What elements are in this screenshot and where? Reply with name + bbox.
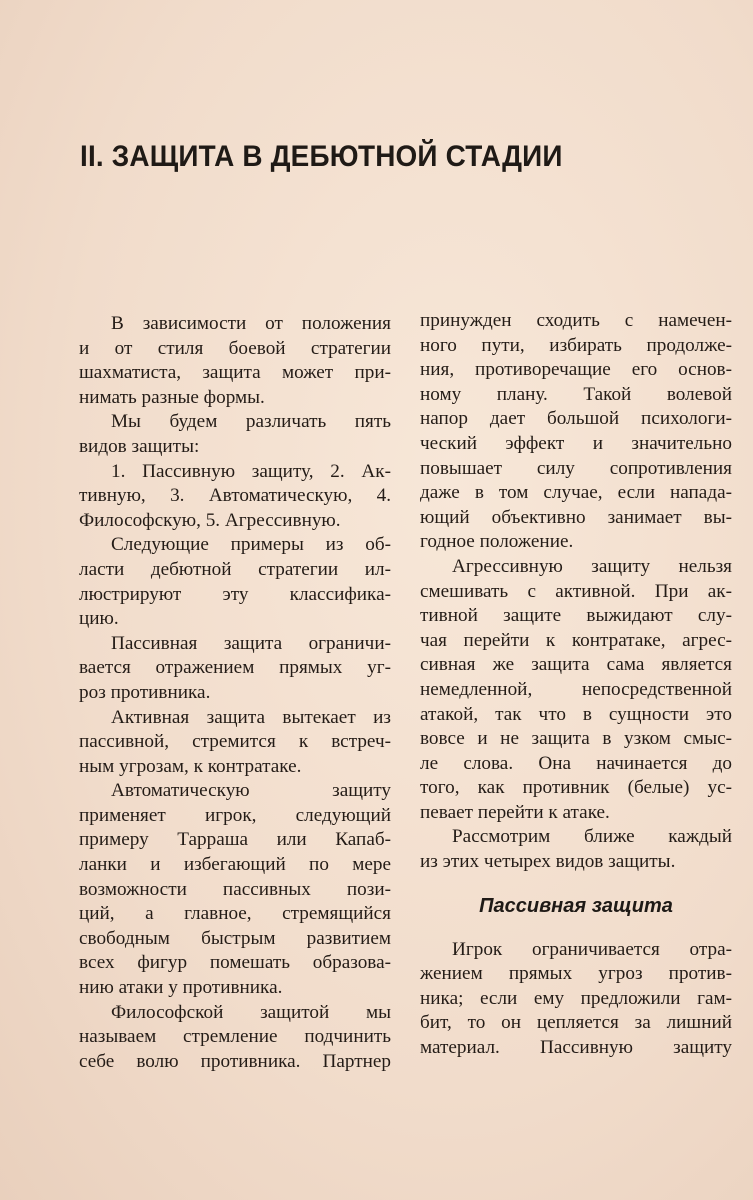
text-line: и от стиля боевой стратегии [79,337,391,359]
left-column [79,312,391,1074]
text-line: годное положение. [420,531,574,553]
text-line: ного пути, избирать продолже- [420,334,732,356]
text-line: люстрируют эту классифика- [79,583,391,605]
text-line: смешивать с активной. При ак- [420,580,732,602]
right-column [420,309,732,1061]
text-line: даже в том случае, если напада- [420,482,732,504]
text-line: ника; если ему предложили гам- [420,987,732,1009]
section-heading: Пассивная защита [479,894,673,917]
text-line: роз противника. [79,681,211,703]
text-line: нимать разные формы. [79,386,265,408]
text-line: ния, противоречащие его основ- [420,359,732,381]
text-line: ческий эффект и значительно [420,432,732,454]
text-line: вается отражением прямых уг- [79,657,391,679]
chapter-title: II. ЗАЩИТА В ДЕБЮТНОЙ СТАДИИ [80,140,563,173]
text-line: сивная же защита сама является [420,654,732,676]
text-line: нию атаки у противника. [79,977,283,999]
text-line: Рассмотрим ближе каждый [452,826,732,848]
text-line: возможности пассивных пози- [79,878,391,900]
text-line: цию. [79,608,119,630]
text-line: пассивной, стремится к встреч- [79,731,391,753]
text-line: того, как противник (белые) ус- [420,777,732,799]
text-line: шахматиста, защита может при- [79,362,391,384]
text-line: чая перейти к контратаке, агрес- [420,629,732,651]
text-line: видов защиты: [79,435,200,457]
text-line: из этих четырех видов защиты. [420,851,676,873]
right-column-bottom [420,938,732,1061]
text-line: примеру Тарраша или Капаб- [79,829,391,851]
text-line: напор дает большой психологи- [420,408,732,430]
text-line: повышает силу сопротивления [420,457,732,479]
text-line: себе волю противника. Партнер [79,1050,391,1072]
text-line: певает перейти к атаке. [420,801,610,823]
text-line: материал. Пассивную защиту [420,1037,732,1059]
text-line: тивной защите выжидают слу- [420,605,732,627]
text-line: 1. Пассивную защиту, 2. Ак- [111,460,391,482]
text-line: ласти дебютной стратегии ил- [79,558,391,580]
text-line: тивную, 3. Автоматическую, 4. [79,485,391,507]
text-line: ющий объективно занимает вы- [420,506,732,528]
text-line: Пассивная защита ограничи- [111,632,391,654]
text-line: вовсе и не защита в узком смыс- [420,728,732,750]
text-line: жением прямых угроз против- [420,963,732,985]
text-line: ций, а главное, стремящийся [79,903,391,925]
text-line: Философскую, 5. Агрессивную. [79,509,341,531]
text-line: бит, то он цепляется за лишний [420,1012,732,1034]
text-line: ланки и избегающий по мере [79,854,391,876]
text-line: принужден сходить с намечен- [420,310,732,331]
text-line: называем стремление подчинить [79,1026,391,1048]
text-line: Игрок ограничивается отра- [452,938,732,960]
text-line: Активная защита вытекает из [111,706,391,728]
text-line: Мы будем различать пять [111,411,391,433]
text-line: атакой, так что в сущности это [420,703,732,725]
text-line: Автоматическую защиту [111,780,391,802]
text-line: применяет игрок, следующий [79,804,391,826]
text-line: Философской защитой мы [111,1001,391,1023]
text-line: всех фигур помешать образова- [79,952,391,974]
text-line: ле слова. Она начинается до [420,752,732,774]
text-line: Следующие примеры из об- [111,534,391,556]
text-line: Агрессивную защиту нельзя [452,555,732,577]
text-line: немедленной, непосредственной [420,678,732,700]
text-line: свободным быстрым развитием [79,927,391,949]
text-line: ным угрозам, к контратаке. [79,755,302,777]
text-line: В зависимости от положения [111,313,391,334]
right-column-top [420,309,732,875]
text-line: ному плану. Такой волевой [420,383,732,405]
